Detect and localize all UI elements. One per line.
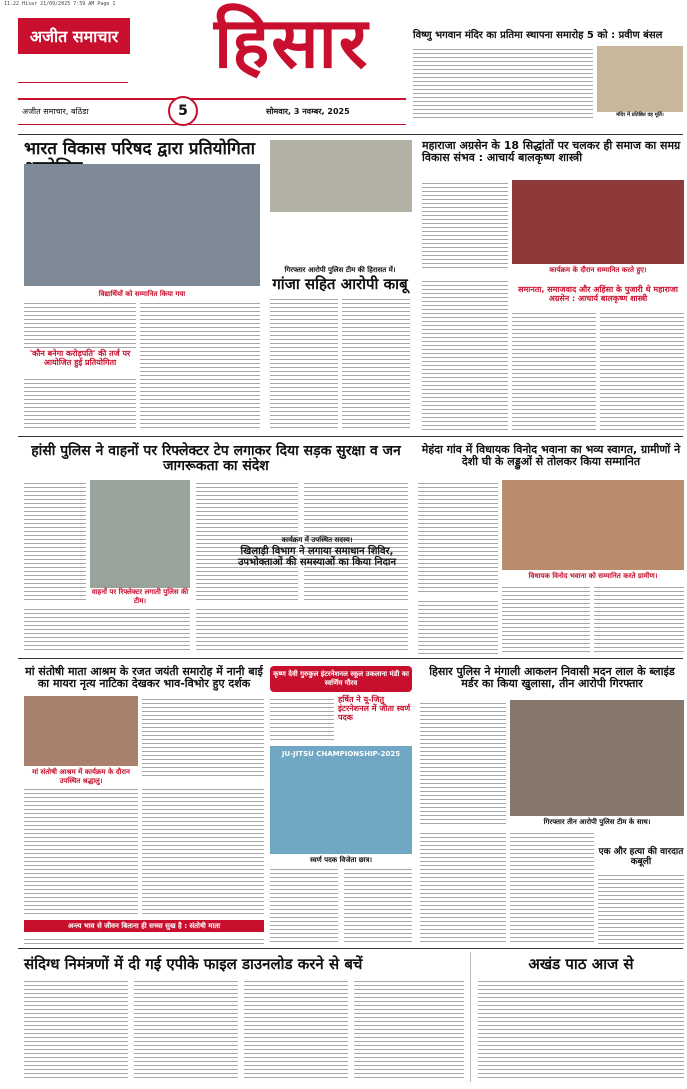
article-text-antim — [24, 936, 264, 944]
article-text-agrasen-3 — [422, 310, 508, 430]
headline-top-right: विष्णु भगवान मंदिर का प्रतिमा स्थापना समारोह 5 को : प्रवीण बंसल — [413, 30, 663, 41]
article-text-agrasen-5 — [600, 310, 684, 430]
students-photo — [24, 164, 260, 286]
subheadline-agrasen: समानता, समाजवाद और अहिंसा के पुजारी थे महाराजा अग्रसेन : आचार्य बालकृष्ण शास्त्री — [518, 285, 678, 303]
article-text-santoshi-1 — [142, 696, 264, 776]
article-text-vidhayak-3 — [594, 584, 684, 654]
issue-date: सोमवार, 3 नवम्बर, 2025 — [266, 107, 350, 116]
reflector-photo — [90, 480, 190, 588]
article-text-top-right — [413, 46, 593, 118]
santoshi-caption: मां संतोषी आश्रम में कार्यक्रम के दौरान उपस्थित श्रद्धालु। — [32, 768, 130, 785]
headline-ek-aur: एक और हत्या की वारदात कबूली — [598, 847, 684, 867]
article-text-ek-aur — [598, 872, 684, 944]
students-caption: विद्यार्थियों को सम्मानित किया गया — [98, 290, 186, 298]
section-divider-2 — [18, 436, 683, 437]
headline-hansi: हांसी पुलिस ने वाहनों पर रिफ्लेक्टर टेप लगाकर दिया सड़क सुरक्षा व जन जागरूकता का संदेश — [31, 443, 401, 475]
krishna-strip: कृष्ण देवी गुरुकुल इंटरनेशनल स्कूल उकलाना मंडी का स्वर्णिम गौरव — [270, 666, 412, 692]
article-text-ganja-1 — [270, 296, 338, 430]
headline-vidhayak: मेहंदा गांव में विधायक विनोद भवाना का भव्य स्वागत, ग्रामीणों ने देशी घी के लड्डुओं से तोलकर किया सम्मानित — [421, 443, 681, 469]
article-text-hisar-1 — [420, 700, 506, 826]
article-text-hansi-1 — [24, 480, 86, 600]
article-text-vidhayak-1 — [418, 480, 498, 594]
vidhayak-caption: विधायक विनोद भवाना को सम्मानित करते ग्रामीण। — [528, 572, 658, 580]
headline-ganja: गांजा सहित आरोपी काबू — [272, 275, 408, 293]
brand-rule — [18, 82, 128, 83]
masthead-bar — [18, 98, 406, 125]
article-text-akhand — [478, 978, 684, 1078]
article-text-hansi-4 — [24, 606, 190, 652]
article-text-vikas-2 — [140, 300, 260, 430]
headline-vikas-parishad: भारत विकास परिषद द्वारा प्रतियोगिता — [24, 139, 255, 159]
article-text-krishna-3 — [344, 866, 412, 944]
article-text-apk-2 — [134, 978, 238, 1078]
section-divider — [18, 134, 683, 135]
santoshi-photo — [24, 696, 138, 766]
police-photo — [270, 140, 412, 212]
jujitsu-photo — [270, 746, 412, 854]
reflector-caption: वाहनों पर रिफ्लेक्टर लगाती पुलिस की टीम। — [91, 588, 189, 605]
ganja-photo-caption: गिरफ्तार आरोपी पुलिस टीम की हिरासत में। — [284, 266, 396, 274]
headline-agrasen: महाराजा अग्रसेन के 18 सिद्धांतों पर चलकर ही समाज का समग्र विकास संभव : आचार्य बालकृष्ण शास्त्री — [422, 139, 681, 165]
article-text-vidhayak-4 — [418, 598, 498, 654]
article-text-santoshi-3 — [142, 786, 264, 916]
article-text-vidhayak-2 — [502, 584, 590, 654]
jujitsu-banner: JU-JITSU CHAMPIONSHIP-2025 — [281, 750, 401, 758]
brand-logo: अजीत समाचार — [18, 18, 130, 54]
headline-krishna: हर्षित ने यू-जितु इंटरनेशनल में जीता स्वर्ण पदक — [338, 695, 411, 722]
article-text-kaun-banega — [24, 376, 136, 430]
temple-photo-caption: मंदिर में प्रतिष्ठित वह मूर्ति। — [616, 112, 664, 118]
article-text-agrasen-1 — [422, 180, 508, 268]
antim-strip: अन्त्य भाव से जीवन बिताना ही सच्चा सुख है : संतोषी माता — [24, 920, 264, 932]
headline-akhand-path: अखंड पाठ आज से — [528, 955, 634, 973]
agrasen-event-photo — [512, 180, 684, 264]
article-text-hansi-5 — [196, 606, 408, 652]
article-text-ganja-2 — [342, 296, 410, 430]
headline-apk: संदिग्ध निमंत्रणों में दी गई एपीके फाइल डाउनलोड करने से बचें — [24, 955, 363, 973]
headline-santoshi: मां संतोषी माता आश्रम के रजत जयंती समारोह में नानी बाई का मायरा नृत्य नाटिका देखकर भाव-विभोर हुए दर्शक — [25, 665, 263, 691]
print-slug: 11.22 Hisar 21/09/2025 7:59 AM Page 1 — [4, 1, 116, 7]
article-text-apk-1 — [24, 978, 128, 1078]
edition-label: अजीत समाचार, बठिंडा — [22, 107, 89, 116]
article-text-hisar-2 — [420, 830, 506, 944]
section-divider-3 — [18, 658, 683, 659]
headline-khilari: खिलाड़ी विभाग ने लगाया समाधान शिविर, उपभोक्ताओं की समस्याओं का किया निदान — [237, 546, 397, 568]
article-text-krishna-1 — [270, 696, 334, 742]
article-text-santoshi-2 — [24, 786, 138, 916]
agrasen-photo-caption: कार्यक्रम के दौरान सम्मानित करते हुए। — [549, 266, 647, 274]
article-text-krishna-2 — [270, 866, 338, 944]
article-text-hisar-3 — [510, 830, 594, 944]
accused-photo — [510, 700, 684, 816]
khilari-caption: कार्यक्रम में उपस्थित सदस्य। — [281, 536, 353, 544]
accused-caption: गिरफ्तार तीन आरोपी पुलिस टीम के साथ। — [543, 818, 651, 826]
article-text-apk-4 — [354, 978, 464, 1078]
page-title: हिसार — [214, 2, 370, 84]
temple-photo — [597, 46, 683, 112]
headline-kaun-banega: 'कौन बनेगा करोड़पति' की तर्ज पर आयोजित हुई प्रतियोगिता — [29, 349, 131, 367]
jujitsu-caption: स्वर्ण पदक विजेता छात्र। — [310, 856, 372, 864]
article-text-vikas-1 — [24, 300, 136, 348]
article-text-agrasen-4 — [512, 310, 596, 430]
section-divider-4 — [18, 948, 683, 949]
column-divider — [470, 952, 471, 1082]
page-number: 5 — [168, 96, 198, 126]
vidhayak-photo — [502, 480, 684, 570]
article-text-apk-3 — [244, 978, 348, 1078]
headline-hisar-police: हिसार पुलिस ने मंगाली आकलन निवासी मदन लाल के ब्लाइंड मर्डर का किया खुलासा, तीन आरोपी गिरफ्तार — [429, 665, 675, 691]
